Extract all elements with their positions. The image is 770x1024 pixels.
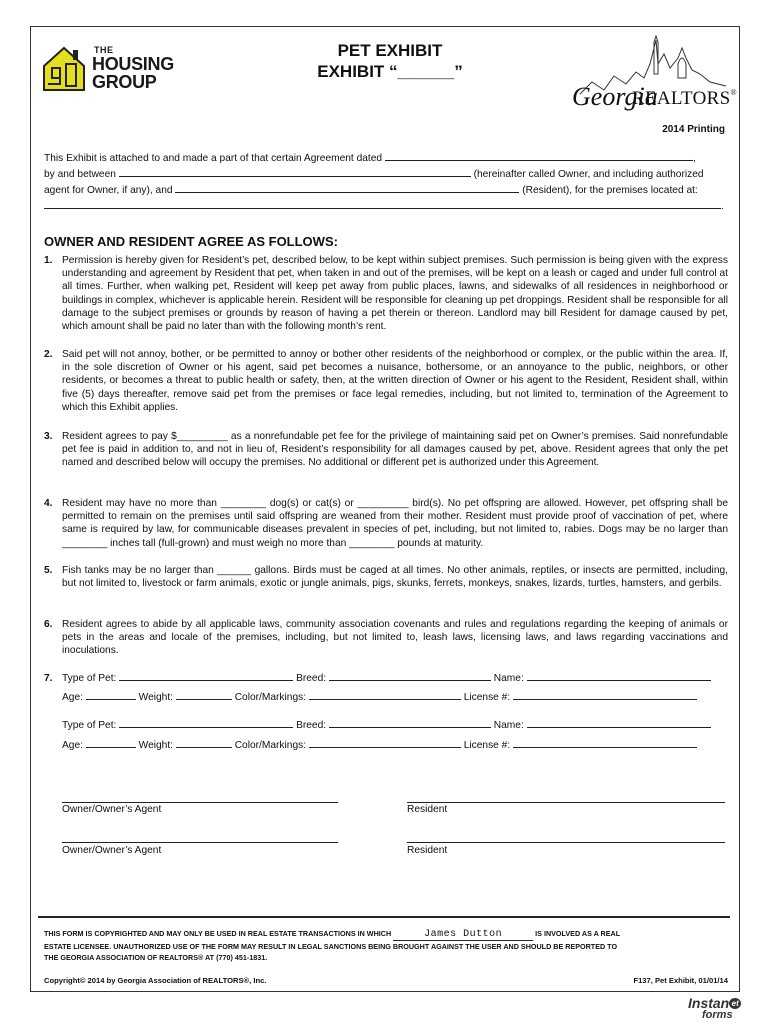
house-icon	[40, 44, 90, 94]
pet2-weight-field[interactable]	[176, 737, 232, 748]
pet-breed-label: Breed:	[296, 673, 327, 684]
instanet-text-forms: forms	[702, 1009, 733, 1021]
resident-signature-line-1[interactable]	[407, 802, 725, 803]
registered-mark: ®	[730, 88, 737, 97]
resident-signature-label-2: Resident	[407, 845, 448, 856]
logo-script-georgia: Georgia	[572, 82, 658, 111]
clause-text: Resident may have no more than ________ dog(s) or cat(s) or _________ bird(s). No pet offspring are allowed. However, pet offspring shall be permitted to remain on the premises until said offspring are weaned from their mother. Resident must provide proof of vaccination of pet, where same is required by law, for communicable diseases prevalent in species of pet, including, but not limited to, rabies. Dogs may be no larger than ________ inches tall (full-grown) and must weigh no more than ________ pounds at maturity.	[62, 498, 728, 549]
pet1-age-field[interactable]	[86, 689, 136, 700]
owner-signature-line-1[interactable]	[62, 802, 338, 803]
premises-address-field[interactable]	[44, 198, 721, 209]
owner-signature-label-1: Owner/Owner’s Agent	[62, 804, 162, 815]
pet2-name-field[interactable]	[527, 717, 711, 728]
logo-text-the: THE	[94, 45, 114, 55]
pet-weight-label: Weight:	[138, 740, 174, 751]
logo-realtors-text: REALTORS	[632, 88, 731, 109]
resident-name-field[interactable]	[175, 182, 519, 193]
printing-year: 2014 Printing	[662, 124, 725, 135]
logo-word-realtors	[632, 88, 737, 110]
clause-4	[44, 497, 728, 550]
pet-age-label: Age:	[62, 692, 83, 703]
clause-number: 5.	[44, 565, 53, 576]
georgia-realtors-logo	[570, 34, 737, 124]
copyright-line-1	[44, 928, 728, 941]
pet2-color-field[interactable]	[309, 737, 461, 748]
pet1-weight-field[interactable]	[176, 689, 232, 700]
clause-6	[44, 618, 728, 658]
pet2-breed-field[interactable]	[329, 717, 491, 728]
clause-5	[44, 564, 728, 590]
instanet-forms-logo	[688, 996, 748, 1022]
clause-text: Resident agrees to abide by all applicable laws, community association covenants and rules and regulations regarding the keeping of animals or pets in the areas and locale of the premises, including, but not limited to, leash laws, licensing laws, and laws regarding vaccinations and inoculations.	[62, 619, 728, 657]
pet2-license-field[interactable]	[513, 737, 697, 748]
owner-name-field[interactable]	[119, 166, 471, 177]
pet1-license-field[interactable]	[513, 689, 697, 700]
pet1-breed-field[interactable]	[329, 670, 491, 681]
clause-number: 2.	[44, 349, 53, 360]
copyright-text-b: IS INVOLVED AS A REAL	[535, 929, 621, 938]
clause-text: Resident agrees to pay $_________ as a nonrefundable pet fee for the privilege of maintaining said pet on Owner’s premises. Said nonrefundable pet fee is paid in addition to, and not in lieu of, Resident’s responsibility for all damages caused by pet, above. Resident agrees that only the pet named and described below will occupy the premises. No additional or different pet is authorized under this Agreement.	[62, 431, 728, 469]
intro-resident-note: (Resident), for the premises located at:	[522, 185, 698, 196]
agreement-date-field[interactable]	[385, 150, 693, 161]
clause-number: 6.	[44, 619, 53, 630]
intro-line-2	[44, 166, 704, 183]
clause-number: 1.	[44, 255, 53, 266]
pet-breed-label: Breed:	[296, 720, 327, 731]
clause-1	[44, 254, 728, 333]
instanet-wordmark	[688, 996, 748, 1010]
copyright-line-3: THE GEORGIA ASSOCIATION OF REALTORS® AT (770) 451-1831.	[44, 953, 268, 962]
intro-between-label: by and between	[44, 169, 116, 180]
pet-age-label: Age:	[62, 740, 83, 751]
pet-type-label: Type of Pet:	[62, 673, 117, 684]
instanet-text-b: et	[729, 998, 741, 1009]
clause-number: 3.	[44, 431, 53, 442]
pet2-age-field[interactable]	[86, 737, 136, 748]
form-id: F137, Pet Exhibit, 01/01/14	[633, 976, 728, 985]
pet-type-label: Type of Pet:	[62, 720, 117, 731]
intro-line-3	[44, 182, 698, 199]
pet-color-label: Color/Markings:	[234, 740, 307, 751]
pet2-row-b	[62, 737, 697, 754]
copyright-notice	[44, 928, 728, 963]
clause-text: Permission is hereby given for Resident’s pet, described below, to be kept within subject premises. Such permission is being given with the express understanding and agreement by Resident that pet, when taken in and out of the premises, will be kept on a leash or caged and under full control at all times. Further, when walking pet, Resident will keep pet away from public places, lawns, and sidewalks of all residences in neighborhood or buildings in complex, whichever is applicable herein. Resident will be responsible for cleaning up pet droppings. Resident shall be responsible for all damage to the subject premises or grounds by reason of having a pet therein or thereon. Landlord may bill Resident for damage caused by pet, which amount shall be paid no later than with the following month’s rent.	[62, 255, 728, 333]
housing-group-wordmark	[92, 46, 174, 91]
clause-number: 7.	[44, 673, 53, 684]
pet2-row-a	[62, 717, 711, 734]
title-line-2: EXHIBIT “______”	[317, 62, 463, 81]
pet-license-label: License #:	[463, 740, 511, 751]
pet1-name-field[interactable]	[527, 670, 711, 681]
intro-comma: ,	[692, 153, 696, 164]
copyright-line-2: ESTATE LICENSEE. UNAUTHORIZED USE OF THE FORM MAY RESULT IN LEGAL SANCTIONS BEING BROUGHT AGAINST THE USER AND SHOULD BE REPORTED TO	[44, 942, 618, 951]
title-line-1: PET EXHIBIT	[337, 41, 443, 60]
footer-divider	[38, 916, 730, 918]
intro-agent-label: agent for Owner, if any), and	[44, 185, 173, 196]
copyright-year: Copyright© 2014 by Georgia Association of REALTORS®, Inc.	[44, 976, 267, 985]
resident-signature-line-2[interactable]	[407, 842, 725, 843]
pet2-type-field[interactable]	[119, 717, 293, 728]
pet1-type-field[interactable]	[119, 670, 293, 681]
instanet-text-a: Instan	[688, 995, 730, 1011]
clause-2	[44, 348, 728, 414]
pet-weight-label: Weight:	[138, 692, 174, 703]
clause-number: 4.	[44, 498, 53, 509]
pet1-color-field[interactable]	[309, 689, 461, 700]
intro-line-4	[44, 198, 724, 215]
logo-text-group: GROUP	[92, 72, 157, 92]
clause-3	[44, 430, 728, 470]
footer-bottom	[44, 976, 728, 985]
pet-color-label: Color/Markings:	[234, 692, 307, 703]
copyright-text-a: THIS FORM IS COPYRIGHTED AND MAY ONLY BE USED IN REAL ESTATE TRANSACTIONS IN WHICH	[44, 929, 392, 938]
pet-name-label: Name:	[493, 673, 524, 684]
logo-text-housing: HOUSING	[92, 54, 174, 74]
pet1-row-a	[62, 670, 711, 687]
resident-signature-label-1: Resident	[407, 804, 448, 815]
intro-agreement-label: This Exhibit is attached to and made a part of that certain Agreement dated	[44, 153, 383, 164]
licensee-name-field[interactable]: James Dutton	[393, 929, 533, 941]
intro-line-1	[44, 150, 696, 167]
intro-owner-note: (hereinafter called Owner, and including authorized	[473, 169, 704, 180]
page-title	[290, 40, 490, 82]
owner-signature-label-2: Owner/Owner’s Agent	[62, 845, 162, 856]
clause-text: Fish tanks may be no larger than ______ gallons. Birds must be caged at all times. No other animals, reptiles, or insects are permitted, including, but not limited to, livestock or farm animals, exotic or jungle animals, pigs, skunks, ferrets, monkeys, snakes, lizards, turtles, hamsters, and gerbils.	[62, 565, 728, 590]
pet-name-label: Name:	[493, 720, 524, 731]
housing-group-logo	[40, 44, 174, 98]
owner-signature-line-2[interactable]	[62, 842, 338, 843]
clause-text: Said pet will not annoy, bother, or be permitted to annoy or bother other residents of the neighborhood or complex, or the public within the area. If, in the sole discretion of Owner or his agent, said pet becomes a nuisance, bothersome, or an annoyance to the public, neighbors, or other residents, or becomes a threat to public health or safety, then, at the written direction of Owner or his agent to the Resident, Resident shall, within five (5) days thereafter, remove said pet from the premises or face legal remedies, including, but not limited to, termination of the Agreement to which this Exhibit applies.	[62, 349, 728, 413]
intro-period: .	[721, 201, 724, 212]
pet1-row-b	[62, 689, 697, 706]
pet-license-label: License #:	[463, 692, 511, 703]
agreement-heading: OWNER AND RESIDENT AGREE AS FOLLOWS:	[44, 234, 338, 249]
